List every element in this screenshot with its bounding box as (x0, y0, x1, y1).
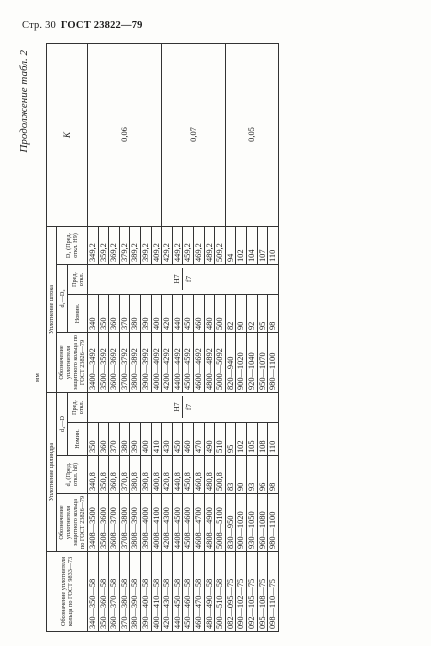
cell-cyl-nom: 390 (130, 423, 141, 456)
cell-cyl-ring: 4408—4500 (172, 494, 183, 552)
col-k: K (47, 43, 88, 226)
cell-rod-d1: 349,2 (88, 226, 99, 264)
cell-rod-d1: 399,2 (140, 226, 151, 264)
cell-cyl-d4: 400,8 (151, 456, 162, 494)
cell-rod-nom: 380 (130, 295, 141, 333)
cell-cyl-d4: 83 (225, 456, 236, 494)
cell-rod-d1: 379,2 (119, 226, 130, 264)
cell-ring: 400—410—58 (151, 552, 162, 632)
cell-cyl-nom: 460 (183, 423, 194, 456)
cell-cyl-d4: 96 (257, 456, 268, 494)
cell-rod-ring: 900—1020 (236, 333, 247, 393)
cell-rod-d1: 359,2 (98, 226, 109, 264)
cell-cyl-nom: 350 (88, 423, 99, 456)
page-number: Стр. 30 (22, 20, 56, 31)
tol-under: f7 (184, 275, 194, 283)
rotated-table-block (18, 44, 410, 632)
cell-ring: 420—430—58 (162, 552, 173, 632)
cell-cyl-nom: 380 (119, 423, 130, 456)
page-header (22, 20, 143, 31)
table-body (88, 43, 279, 631)
cell-rod-ring: 4800—4892 (204, 333, 215, 393)
cell-cyl-nom: 105 (246, 423, 257, 456)
cell-ring: 092—105—75 (246, 552, 257, 632)
cell-cyl-nom: 110 (268, 423, 279, 456)
cell-rod-d1: 102 (236, 226, 247, 264)
cell-rod-d1: 94 (225, 226, 236, 264)
col-cyl-ring: Обозначение уплотнителя защитного кольца по ГОСТ 23826—79 (57, 494, 88, 552)
cell-cyl-d4: 98 (268, 456, 279, 494)
cell-ring: 090—102—75 (236, 552, 247, 632)
cell-cyl-ring: 930—1050 (246, 494, 257, 552)
cell-rod-ring: 5000—5092 (215, 333, 226, 393)
cell-k: 0,06 (88, 43, 162, 226)
cell-ring: 390—400—58 (140, 552, 151, 632)
cell-cyl-nom: 470 (193, 423, 204, 456)
cell-rod-ring: 950—1070 (257, 333, 268, 393)
cell-rod-d1: 429,2 (162, 226, 173, 264)
cell-rod-d1: 469,2 (193, 226, 204, 264)
cell-cyl-d4: 380,8 (130, 456, 141, 494)
cell-cyl-ring: 960—1080 (257, 494, 268, 552)
dimension-table (46, 43, 279, 632)
cell-rod-nom: 440 (172, 295, 183, 333)
cell-rod-d1: 509,2 (215, 226, 226, 264)
col-rod-d: d₁—D₂ (57, 265, 68, 333)
cell-rod-ring: 920—1040 (246, 333, 257, 393)
cell-rod-nom: 98 (268, 295, 279, 333)
cell-rod-d1: 110 (268, 226, 279, 264)
cell-k: 0,05 (225, 43, 278, 226)
cell-cyl-d4: 390,8 (140, 456, 151, 494)
cell-rod-nom: 480 (204, 295, 215, 333)
cell-cyl-ring: 4208—4300 (162, 494, 173, 552)
cell-cyl-d4: 460,8 (193, 456, 204, 494)
cell-rod-ring: 4400—4492 (172, 333, 183, 393)
cell-cyl-tolerance (88, 393, 279, 423)
cell-rod-nom: 450 (183, 295, 194, 333)
col-cyl-nom: Номин. (68, 423, 88, 456)
cell-cyl-ring: 4808—4900 (204, 494, 215, 552)
cell-cyl-d4: 350,8 (98, 456, 109, 494)
cell-rod-ring: 980—1100 (268, 333, 279, 393)
cell-rod-ring: 3600—3692 (109, 333, 120, 393)
cell-cyl-d4: 420,8 (162, 456, 173, 494)
cell-rod-ring: 4500—4592 (183, 333, 194, 393)
cell-rod-ring: 3900—3992 (140, 333, 151, 393)
cell-cyl-d4: 370,8 (119, 456, 130, 494)
cell-rod-nom: 500 (215, 295, 226, 333)
table-row (162, 43, 173, 631)
units-label: мм (34, 372, 41, 382)
cell-rod-nom: 360 (109, 295, 120, 333)
cell-cyl-nom: 108 (257, 423, 268, 456)
cell-cyl-d4: 480,8 (204, 456, 215, 494)
cell-ring: 460—470—58 (193, 552, 204, 632)
col-cyl-d: d₄—D (57, 393, 68, 456)
cell-cyl-ring: 4608—4700 (193, 494, 204, 552)
cell-cyl-ring: 3708—3800 (119, 494, 130, 552)
col-cylinder-group: Уплотнение цилиндра (47, 393, 57, 552)
cell-cyl-d4: 340,8 (88, 456, 99, 494)
cell-cyl-ring: 900—1020 (236, 494, 247, 552)
cell-ring: 360—370—58 (109, 552, 120, 632)
cell-rod-nom: 340 (88, 295, 99, 333)
cell-rod-d1: 459,2 (183, 226, 194, 264)
tol-under: f7 (184, 403, 194, 411)
cell-rod-nom: 90 (236, 295, 247, 333)
cell-rod-d1: 369,2 (109, 226, 120, 264)
cell-rod-d1: 389,2 (130, 226, 141, 264)
cell-rod-ring: 3800—3892 (130, 333, 141, 393)
cell-cyl-d4: 440,8 (172, 456, 183, 494)
col-rod-ring: Обозначение уплотнителя защитного кольца по ГОСТ 23826—79 (57, 333, 88, 393)
col-ring: Обозначение уплотнителя кольца по ГОСТ 9833—73 (47, 552, 88, 632)
col-rod-dev: Пред. откл. (68, 265, 88, 295)
cell-cyl-d4: 93 (246, 456, 257, 494)
cell-cyl-d4: 500,8 (215, 456, 226, 494)
cell-cyl-nom: 490 (204, 423, 215, 456)
cell-rod-ring: 820—940 (225, 333, 236, 393)
cell-cyl-nom: 410 (151, 423, 162, 456)
cell-rod-d1: 104 (246, 226, 257, 264)
cell-ring: 098—110—75 (268, 552, 279, 632)
cell-cyl-ring: 980—1100 (268, 494, 279, 552)
cell-rod-nom: 82 (225, 295, 236, 333)
cell-rod-nom: 370 (119, 295, 130, 333)
cell-cyl-d4: 450,8 (183, 456, 194, 494)
header-row-1 (47, 43, 57, 631)
cell-cyl-nom: 370 (109, 423, 120, 456)
col-rod-group: Уплотнение штока (47, 226, 57, 392)
cell-ring: 095—108—75 (257, 552, 268, 632)
cell-k: 0,07 (162, 43, 226, 226)
cell-rod-nom: 390 (140, 295, 151, 333)
cell-rod-ring: 3400—3492 (88, 333, 99, 393)
cell-cyl-ring: 4508—4600 (183, 494, 194, 552)
cell-ring: 380—390—58 (130, 552, 141, 632)
cell-ring: 350—360—58 (98, 552, 109, 632)
cell-rod-ring: 3700—3792 (119, 333, 130, 393)
cell-rod-nom: 92 (246, 295, 257, 333)
cell-rod-d1: 409,2 (151, 226, 162, 264)
col-cyl-dev: Пред. откл. (68, 393, 88, 423)
cell-rod-ring: 4000—4092 (151, 333, 162, 393)
cell-cyl-ring: 4008—4100 (151, 494, 162, 552)
cell-rod-nom: 350 (98, 295, 109, 333)
cell-ring: 340—350—58 (88, 552, 99, 632)
cell-rod-d1: 449,2 (172, 226, 183, 264)
cell-cyl-nom: 450 (172, 423, 183, 456)
tol-over: H7 (172, 268, 184, 290)
cell-ring: 480—490—58 (204, 552, 215, 632)
standard-code: ГОСТ 23822—79 (60, 20, 143, 31)
cell-rod-d1: 107 (257, 226, 268, 264)
table-row (225, 43, 236, 631)
cell-cyl-ring: 830—950 (225, 494, 236, 552)
cell-rod-nom: 420 (162, 295, 173, 333)
cell-rod-ring: 4600—4692 (193, 333, 204, 393)
cell-ring: 370—380—58 (119, 552, 130, 632)
cell-rod-ring: 4200—4292 (162, 333, 173, 393)
col-rod-d1: D₁ (Пред. откл. H9) (57, 226, 88, 264)
col-rod-nom: Номин. (68, 295, 88, 333)
cell-ring: 500—510—58 (215, 552, 226, 632)
cell-cyl-nom: 510 (215, 423, 226, 456)
cell-cyl-ring: 3908—4000 (140, 494, 151, 552)
cell-cyl-d4: 360,8 (109, 456, 120, 494)
cell-ring: 440—450—58 (172, 552, 183, 632)
cell-cyl-d4: 90 (236, 456, 247, 494)
col-cyl-d4: d₄ (Пред. откл. h8) (57, 456, 88, 494)
cell-rod-ring: 3500—3592 (98, 333, 109, 393)
cell-rod-nom: 400 (151, 295, 162, 333)
cell-rod-tolerance (88, 265, 279, 295)
tol-over: H7 (172, 396, 184, 418)
cell-rod-nom: 95 (257, 295, 268, 333)
cell-ring: 450—460—58 (183, 552, 194, 632)
cell-cyl-ring: 5008—5100 (215, 494, 226, 552)
cell-rod-d1: 489,2 (204, 226, 215, 264)
table-row (88, 43, 99, 631)
cell-cyl-nom: 360 (98, 423, 109, 456)
cell-cyl-ring: 3408—3500 (88, 494, 99, 552)
cell-cyl-nom: 95 (225, 423, 236, 456)
cell-cyl-ring: 3608—3700 (109, 494, 120, 552)
cell-rod-nom: 460 (193, 295, 204, 333)
cell-cyl-ring: 3808—3900 (130, 494, 141, 552)
cell-ring: 082—095—75 (225, 552, 236, 632)
cell-cyl-nom: 400 (140, 423, 151, 456)
cell-cyl-nom: 102 (236, 423, 247, 456)
continuation-label: Продолжение табл. 2 (18, 50, 30, 153)
cell-cyl-nom: 430 (162, 423, 173, 456)
cell-cyl-ring: 3508—3600 (98, 494, 109, 552)
